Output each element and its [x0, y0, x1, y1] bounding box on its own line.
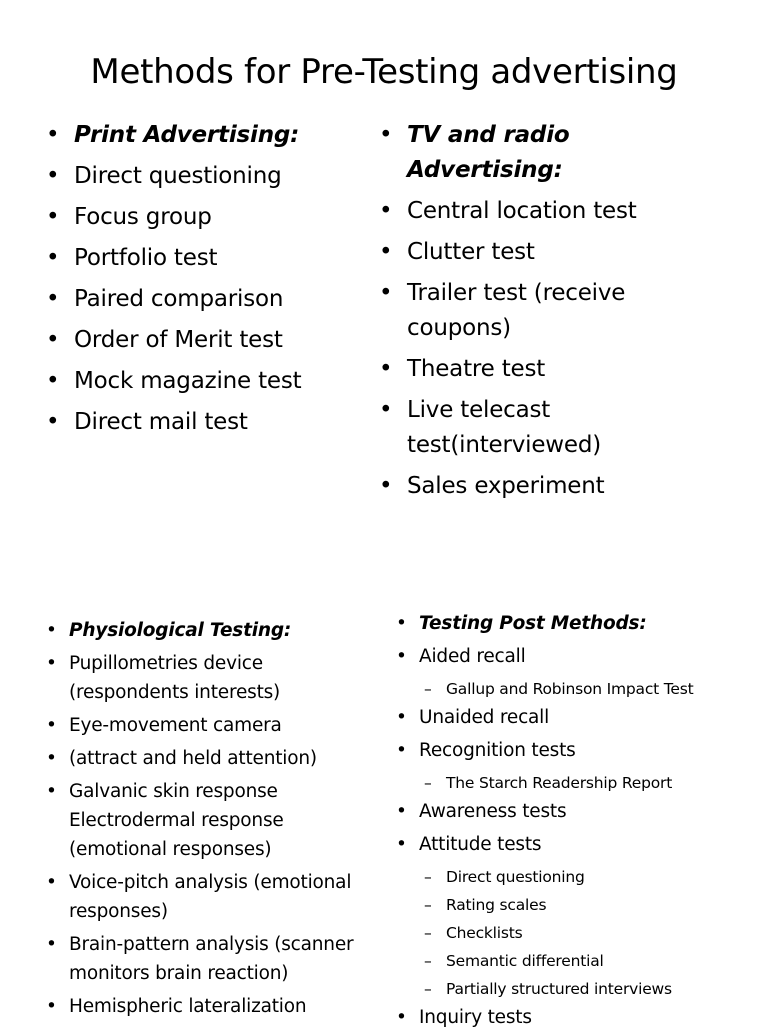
list-item — [44, 616, 384, 645]
list-item-line: (respondents interests) — [69, 682, 281, 703]
list-item: • Inquiry tests — [394, 1003, 754, 1032]
list-item-line: Pupillometries device — [69, 653, 263, 674]
list-item: • (attract and held attention) — [44, 744, 384, 773]
list-item: • Theatre test — [377, 352, 717, 387]
list-item — [44, 118, 364, 153]
list-item: • Recognition tests — [394, 736, 754, 765]
sub-list-item: – Gallup and Robinson Impact Test — [394, 675, 754, 703]
list-item: • Sales experiment — [377, 469, 717, 504]
post-heading: Testing Post Methods: — [419, 613, 647, 634]
list-item: • Direct mail test — [44, 405, 364, 440]
tv-heading-line1: TV and radio — [407, 122, 570, 148]
list-item-line: coupons) — [407, 315, 511, 341]
print-heading: Print Advertising: — [74, 122, 300, 148]
sub-list-item: – Semantic differential — [394, 947, 754, 975]
list-item — [44, 777, 384, 864]
list-item: • Focus group — [44, 200, 364, 235]
list-item — [394, 609, 754, 638]
list-item-line: Galvanic skin response — [69, 781, 278, 802]
list-item: • Eye-movement camera — [44, 711, 384, 740]
list-item-line: Trailer test (receive — [407, 280, 626, 306]
list-item: • Clutter test — [377, 235, 717, 270]
list-item-line: Brain-pattern analysis (scanner — [69, 934, 354, 955]
list-item: • Unaided recall — [394, 703, 754, 732]
physio-heading: Physiological Testing: — [69, 620, 292, 641]
list-item: • Aided recall — [394, 642, 754, 671]
sub-list-item: – Direct questioning — [394, 863, 754, 891]
list-item: • Direct questioning — [44, 159, 364, 194]
list-item-line: test(interviewed) — [407, 432, 602, 458]
list-item — [377, 276, 717, 346]
list-item-line: (emotional responses) — [69, 839, 272, 860]
list-item: • Portfolio test — [44, 241, 364, 276]
list-item — [377, 393, 717, 463]
list-item — [44, 868, 384, 926]
tv-radio-advertising-list — [377, 118, 717, 510]
sub-list-item: – Partially structured interviews — [394, 975, 754, 1003]
list-item: • Awareness tests — [394, 797, 754, 826]
list-item: • Hemispheric lateralization — [44, 992, 384, 1021]
list-item — [44, 649, 384, 707]
tv-heading-line2: Advertising: — [407, 157, 563, 183]
sub-list-item: – The Starch Readership Report — [394, 769, 754, 797]
physiological-testing-list — [44, 616, 384, 1025]
list-item — [377, 118, 717, 188]
list-item: • Order of Merit test — [44, 323, 364, 358]
sub-list-item: – Rating scales — [394, 891, 754, 919]
list-item-line: Voice-pitch analysis (emotional — [69, 872, 352, 893]
testing-post-methods-list — [394, 609, 754, 1036]
sub-list-item: – Checklists — [394, 919, 754, 947]
list-item: • Central location test — [377, 194, 717, 229]
list-item: • Mock magazine test — [44, 364, 364, 399]
list-item-line: monitors brain reaction) — [69, 963, 289, 984]
list-item-line: responses) — [69, 901, 168, 922]
list-item-line: Electrodermal response — [69, 810, 284, 831]
slide-title: Methods for Pre-Testing advertising — [90, 52, 678, 92]
list-item — [44, 930, 384, 988]
print-advertising-list — [44, 118, 364, 446]
list-item: • Attitude tests — [394, 830, 754, 859]
list-item: • Paired comparison — [44, 282, 364, 317]
list-item-line: Live telecast — [407, 397, 551, 423]
